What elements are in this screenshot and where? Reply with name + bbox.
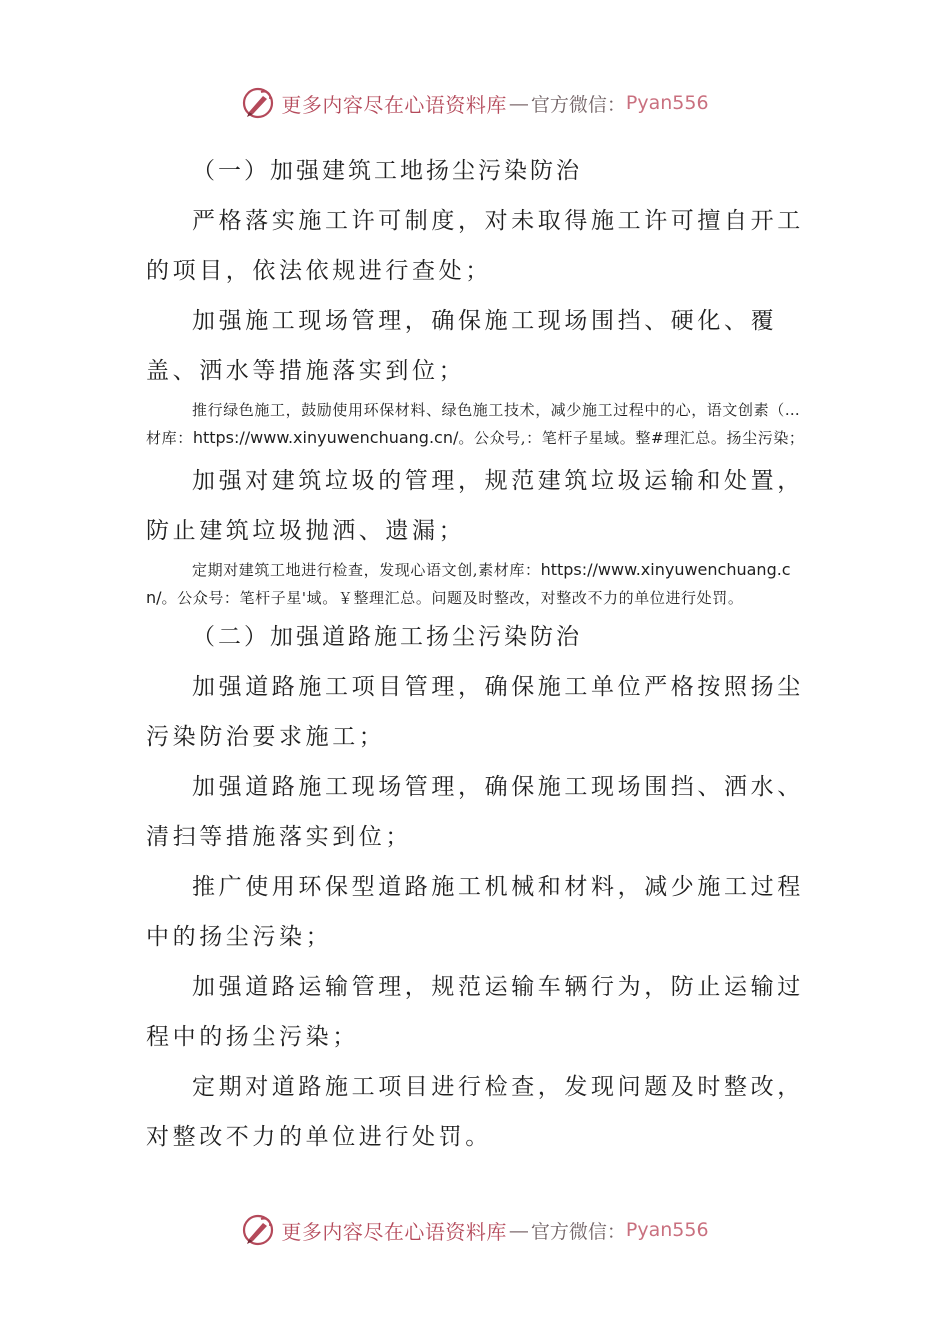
pen-logo-icon (241, 1213, 275, 1247)
pen-logo-icon (241, 86, 275, 120)
document-body (146, 146, 806, 1162)
section1-paragraph-1: 严格落实施工许可制度，对未取得施工许可擅自开工的项目，依法依规进行查处； (146, 208, 804, 284)
section2-paragraph-5: 定期对道路施工项目进行检查，发现问题及时整改，对整改不力的单位进行处罚。 (146, 1074, 804, 1150)
watermark-text: 更多内容尽在心语资料库 (281, 1219, 507, 1244)
section1-p5-text-b: 。公众号：笔杆子星'域。￥整理汇总。问题及时整改，对整改不力的单位进行处罚。 (161, 589, 744, 607)
section1-paragraph-5 (146, 556, 806, 612)
section2-paragraph-2: 加强道路施工现场管理，确保施工现场围挡、洒水、清扫等措施落实到位； (146, 774, 804, 850)
section1-p5-text-a: 定期对建筑工地进行检查，发现心语文创,素材库： (192, 561, 541, 579)
section2-paragraph-1: 加强道路施工项目管理，确保施工单位严格按照扬尘污染防治要求施工； (146, 674, 804, 750)
section1-paragraph-2: 加强施工现场管理，确保施工现场围挡、硬化、覆盖、洒水等措施落实到位； (146, 308, 778, 384)
section2-heading: （二）加强道路施工扬尘污染防治 (192, 624, 582, 650)
section1-paragraph-3 (146, 396, 806, 452)
section2-paragraph-3: 推广使用环保型道路施工机械和材料，减少施工过程中的扬尘污染； (146, 874, 804, 950)
watermark-banner-bottom (0, 1208, 950, 1252)
section1-p3-text-a: 推行绿色施工，鼓励使用环保材料、绿色施工技术，减少施工过程中的心，语文创素（…材库： (146, 401, 801, 447)
section1-heading: （一）加强建筑工地扬尘污染防治 (192, 158, 582, 184)
section1-paragraph-4: 加强对建筑垃圾的管理，规范建筑垃圾运输和处置，防止建筑垃圾抛洒、遗漏； (146, 468, 804, 544)
watermark-id: Pyan556 (625, 92, 709, 114)
watermark-id: Pyan556 (625, 1219, 709, 1241)
watermark-banner-top (0, 81, 950, 125)
section1-p3-text-b: 。公众号,：笔杆子星域。整#理汇总。扬尘污染； (458, 429, 805, 447)
section1-p3-url: https://www.xinyuwenchuang.cn/ (192, 428, 459, 447)
section2-paragraph-4: 加强道路运输管理，规范运输车辆行为，防止运输过程中的扬尘污染； (146, 974, 804, 1050)
watermark-separator: — (508, 1218, 529, 1242)
watermark-official-label: 官方微信： (530, 93, 626, 116)
section1-p5-url: https://www.xinyuwenchuang.cn/ (146, 560, 791, 607)
watermark-text: 更多内容尽在心语资料库 (281, 92, 507, 117)
watermark-separator: — (508, 91, 529, 115)
watermark-official-label: 官方微信： (530, 1220, 626, 1243)
